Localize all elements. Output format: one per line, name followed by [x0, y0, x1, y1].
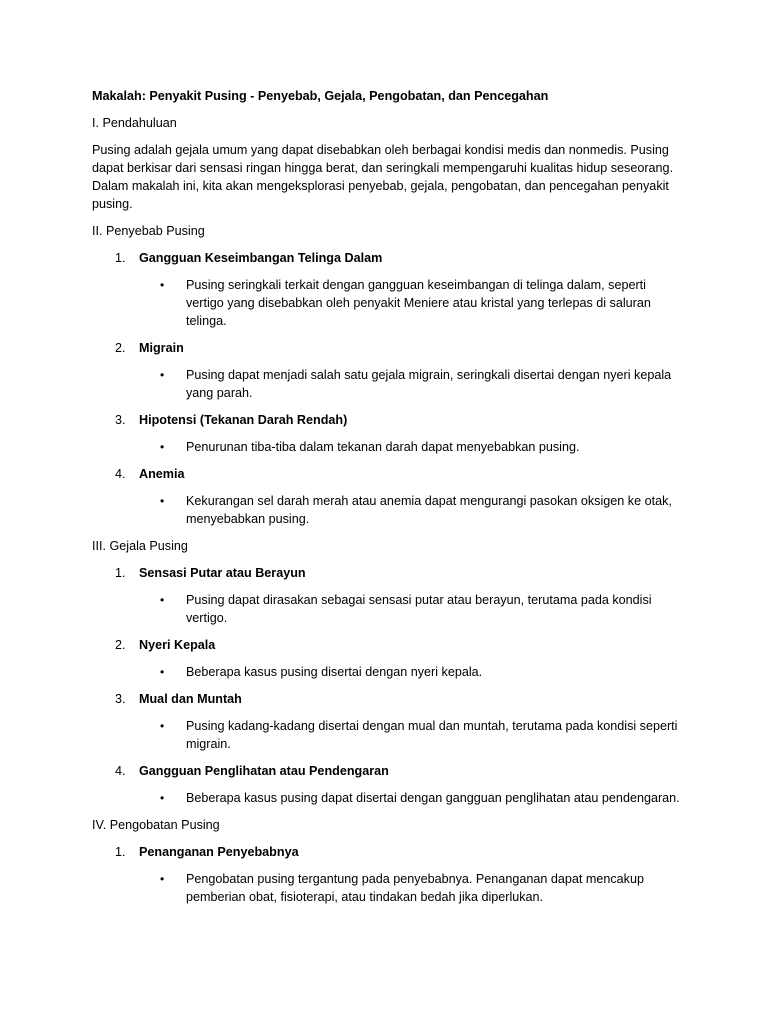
item-title: Nyeri Kepala	[139, 638, 216, 652]
list-item	[92, 762, 682, 807]
item-bullet-text: Pusing dapat menjadi salah satu gejala migrain, seringkali disertai dengan nyeri kepala yang parah.	[186, 368, 672, 400]
list-penyebab	[92, 249, 682, 528]
item-title: Hipotensi (Tekanan Darah Rendah)	[139, 413, 348, 427]
item-number: 3.	[115, 692, 126, 706]
item-bullet-text: Kekurangan sel darah merah atau anemia dapat mengurangi pasokan oksigen ke otak, menyebabkan pusing.	[186, 494, 672, 526]
item-title: Gangguan Penglihatan atau Pendengaran	[139, 764, 389, 778]
bullet-icon: •	[160, 719, 165, 733]
list-pengobatan	[92, 843, 682, 906]
document-title: Makalah: Penyakit Pusing - Penyebab, Gejala, Pengobatan, dan Pencegahan	[92, 89, 549, 103]
item-bullet-text: Penurunan tiba-tiba dalam tekanan darah dapat menyebabkan pusing.	[186, 440, 580, 454]
document-page	[92, 87, 682, 915]
bullet-icon: •	[160, 665, 165, 679]
bullet-icon: •	[160, 872, 165, 886]
bullet-icon: •	[160, 368, 165, 382]
bullet-icon: •	[160, 791, 165, 805]
item-number: 2.	[115, 341, 126, 355]
item-number: 1.	[115, 566, 126, 580]
item-bullet-text: Beberapa kasus pusing disertai dengan nyeri kepala.	[186, 665, 483, 679]
list-item	[92, 843, 682, 906]
section-heading-pengobatan: IV. Pengobatan Pusing	[92, 818, 220, 832]
item-title: Penanganan Penyebabnya	[139, 845, 299, 859]
bullet-icon: •	[160, 494, 165, 508]
item-bullet-text: Pusing dapat dirasakan sebagai sensasi putar atau berayun, terutama pada kondisi vertigo.	[186, 593, 652, 625]
item-number: 1.	[115, 251, 126, 265]
list-item	[92, 636, 682, 681]
list-item	[92, 411, 682, 456]
list-item	[92, 249, 682, 330]
item-number: 1.	[115, 845, 126, 859]
item-title: Gangguan Keseimbangan Telinga Dalam	[139, 251, 383, 265]
item-bullet-text: Beberapa kasus pusing dapat disertai dengan gangguan penglihatan atau pendengaran.	[186, 791, 680, 805]
section-heading-pendahuluan: I. Pendahuluan	[92, 116, 177, 130]
section-paragraph-pendahuluan: Pusing adalah gejala umum yang dapat disebabkan oleh berbagai kondisi medis dan nonmedis. Pusing dapat berkisar dari sensasi ringan hingga berat, dan seringkali mempengaruhi kualitas hidup seseorang. Dalam makalah ini, kita akan mengeksplorasi penyebab, gejala, pengobatan, dan pencegahan penyakit pusing.	[92, 143, 674, 211]
item-number: 4.	[115, 467, 126, 481]
section-heading-penyebab: II. Penyebab Pusing	[92, 224, 205, 238]
bullet-icon: •	[160, 440, 165, 454]
list-item	[92, 564, 682, 627]
item-number: 2.	[115, 638, 126, 652]
list-item	[92, 465, 682, 528]
item-title: Anemia	[139, 467, 185, 481]
item-number: 3.	[115, 413, 126, 427]
item-bullet-text: Pengobatan pusing tergantung pada penyebabnya. Penanganan dapat mencakup pemberian obat, fisioterapi, atau tindakan bedah jika diperlukan.	[186, 872, 644, 904]
item-title: Sensasi Putar atau Berayun	[139, 566, 306, 580]
bullet-icon: •	[160, 278, 165, 292]
item-number: 4.	[115, 764, 126, 778]
list-gejala	[92, 564, 682, 807]
item-bullet-text: Pusing kadang-kadang disertai dengan mual dan muntah, terutama pada kondisi seperti migrain.	[186, 719, 678, 751]
item-bullet-text: Pusing seringkali terkait dengan gangguan keseimbangan di telinga dalam, seperti vertigo yang disebabkan oleh penyakit Meniere atau kristal yang terlepas di saluran telinga.	[186, 278, 651, 328]
section-heading-gejala: III. Gejala Pusing	[92, 539, 188, 553]
bullet-icon: •	[160, 593, 165, 607]
list-item	[92, 690, 682, 753]
item-title: Mual dan Muntah	[139, 692, 242, 706]
item-title: Migrain	[139, 341, 184, 355]
list-item	[92, 339, 682, 402]
